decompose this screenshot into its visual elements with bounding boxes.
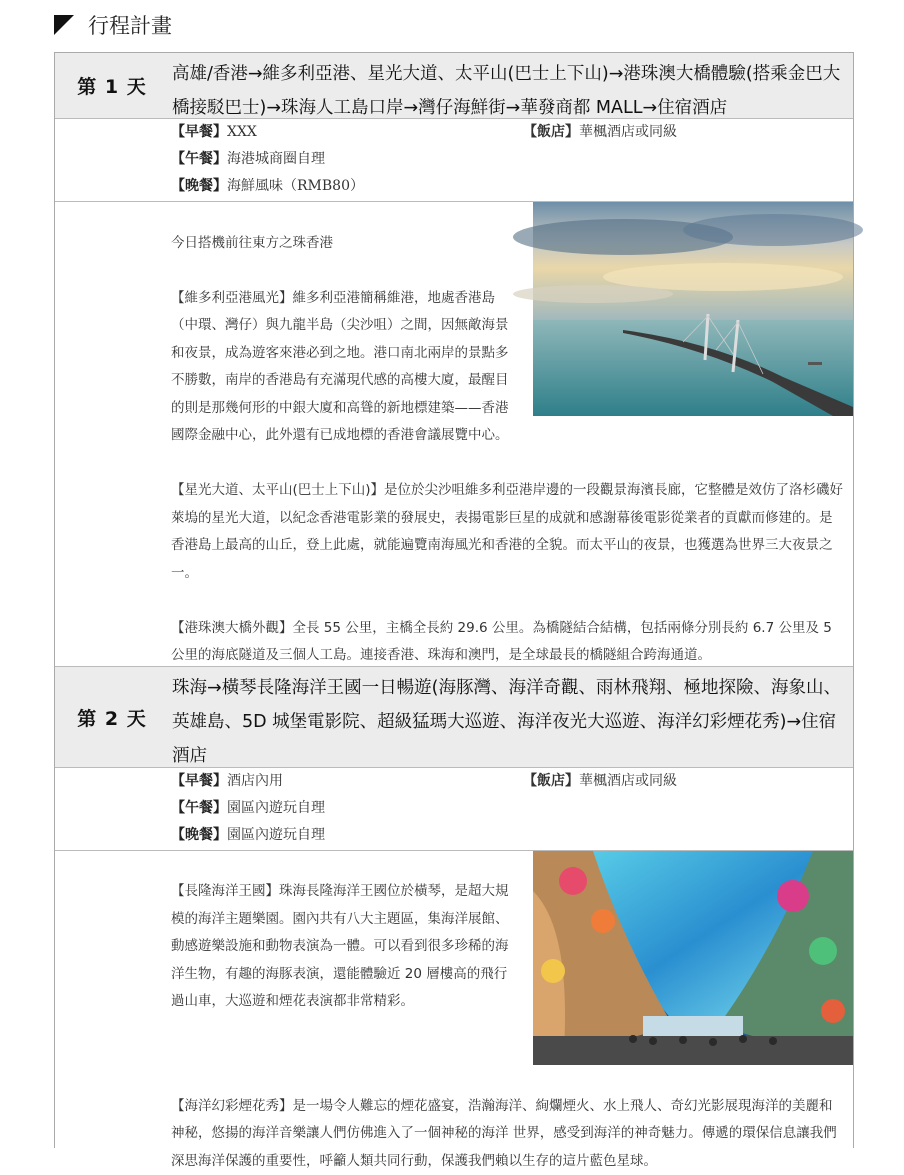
day-2-content bbox=[55, 851, 853, 1151]
day-1-intro: 今日搭機前往東方之珠香港 bbox=[171, 230, 845, 258]
day-2-paragraph-1: 【長隆海洋王國】珠海長隆海洋王國位於橫琴，是超大規模的海洋主題樂園。園內共有八大主題區，集海洋展館、動感遊樂設施和動物表演為一體。可以看到很多珍稀的海洋生物，有趣的海豚表演，還能體驗近 20 層樓高的飛行過山車，大巡遊和煙花表演都非常精彩。 bbox=[171, 878, 845, 1016]
day-2-dinner bbox=[171, 822, 325, 849]
breakfast-label: 【早餐】 bbox=[171, 124, 227, 140]
day-1-content bbox=[55, 202, 853, 666]
day-1-hotel bbox=[523, 119, 677, 146]
dinner-label: 【晚餐】 bbox=[171, 827, 227, 843]
day-2-paragraph-2: 【海洋幻彩煙花秀】是一場令人難忘的煙花盛宴，浩瀚海洋、絢爛煙火、水上飛人、奇幻光影展現海洋的美麗和神秘，悠揚的海洋音樂讓人們仿佛進入了一個神秘的海洋 世界，感受到海洋的神奇魅力。傳遞的環保信息讓我們深思海洋保護的重要性，呼籲人類共同行動，保護我們賴以生存的這片藍色星球。 bbox=[171, 1093, 845, 1175]
lunch-value: 園區內遊玩自理 bbox=[227, 800, 325, 816]
day-1-lunch bbox=[171, 146, 325, 173]
triangle-marker-icon bbox=[54, 15, 74, 35]
breakfast-value: XXX bbox=[227, 124, 257, 140]
hotel-value: 華楓酒店或同級 bbox=[579, 124, 677, 140]
day-1-dinner bbox=[171, 173, 364, 200]
day-2-breakfast bbox=[171, 768, 283, 795]
dinner-value: 海鮮風味（RMB80） bbox=[227, 178, 364, 194]
hotel-value: 華楓酒店或同級 bbox=[579, 773, 677, 789]
lunch-label: 【午餐】 bbox=[171, 800, 227, 816]
day-2-header bbox=[55, 666, 853, 768]
day-1-paragraph-1: 【維多利亞港風光】維多利亞港簡稱維港，地處香港島（中環、灣仔）與九龍半島（尖沙咀）之間，因無敵海景和夜景，成為遊客來港必到之地。港口南北兩岸的景點多不勝數，南岸的香港島有充滿現代感的高樓大廈，最醒目的則是那幾何形的中銀大廈和高聳的新地標建築——香港國際金融中心，此外還有已成地標的香港會議展覽中心。 bbox=[171, 285, 845, 450]
lunch-value: 海港城商圈自理 bbox=[227, 151, 325, 167]
itinerary-table bbox=[54, 52, 854, 1148]
day-1-route: 高雄/香港→維多利亞港、星光大道、太平山(巴士上下山)→港珠澳大橋體驗(搭乘金巴大橋接駁巴士)→珠海人工島口岸→灣仔海鮮街→華發商都 MALL→住宿酒店 bbox=[169, 53, 853, 118]
bridge-photo bbox=[533, 202, 853, 416]
hotel-label: 【飯店】 bbox=[523, 773, 579, 789]
breakfast-label: 【早餐】 bbox=[171, 773, 227, 789]
day-1-paragraph-2: 【星光大道、太平山(巴士上下山)】是位於尖沙咀維多利亞港岸邊的一段觀景海濱長廊，它整體是效仿了洛杉磯好萊塢的星光大道，以紀念香港電影業的發展史，表揚電影巨星的成就和感謝幕後電影從業者的貢獻而修建的。是香港島上最高的山丘，登上此處，就能遍覽南海風光和香港的全貌。而太平山的夜景，也獲選為世界三大夜景之一。 bbox=[171, 477, 845, 587]
ocean-kingdom-photo bbox=[533, 851, 853, 1065]
day-2-label: 第 2 天 bbox=[55, 667, 169, 767]
dinner-label: 【晚餐】 bbox=[171, 178, 227, 194]
dinner-value: 園區內遊玩自理 bbox=[227, 827, 325, 843]
lunch-label: 【午餐】 bbox=[171, 151, 227, 167]
day-1-paragraph-3: 【港珠澳大橋外觀】全長 55 公里，主橋全長約 29.6 公里。為橋隧結合結構，包括兩條分別長約 6.7 公里及 5 公里的海底隧道及三個人工島。連接香港、珠海和澳門，是全球最長的橋隧組合跨海通道。 bbox=[171, 615, 845, 670]
day-2-route: 珠海→橫琴長隆海洋王國一日暢遊(海豚灣、海洋奇觀、雨林飛翔、極地探險、海象山、英雄島、5D 城堡電影院、超級猛瑪大巡遊、海洋夜光大巡遊、海洋幻彩煙花秀)→住宿酒店 bbox=[169, 667, 853, 767]
day-1-breakfast bbox=[171, 119, 257, 146]
section-title-text: 行程計畫 bbox=[88, 10, 172, 40]
day-1-label: 第 1 天 bbox=[55, 53, 169, 118]
hotel-label: 【飯店】 bbox=[523, 124, 579, 140]
day-1-meals bbox=[55, 119, 853, 202]
day-2-lunch bbox=[171, 795, 325, 822]
day-2-meals bbox=[55, 768, 853, 851]
section-title bbox=[54, 10, 172, 40]
day-1-header bbox=[55, 53, 853, 119]
breakfast-value: 酒店內用 bbox=[227, 773, 283, 789]
day-2-hotel bbox=[523, 768, 677, 795]
